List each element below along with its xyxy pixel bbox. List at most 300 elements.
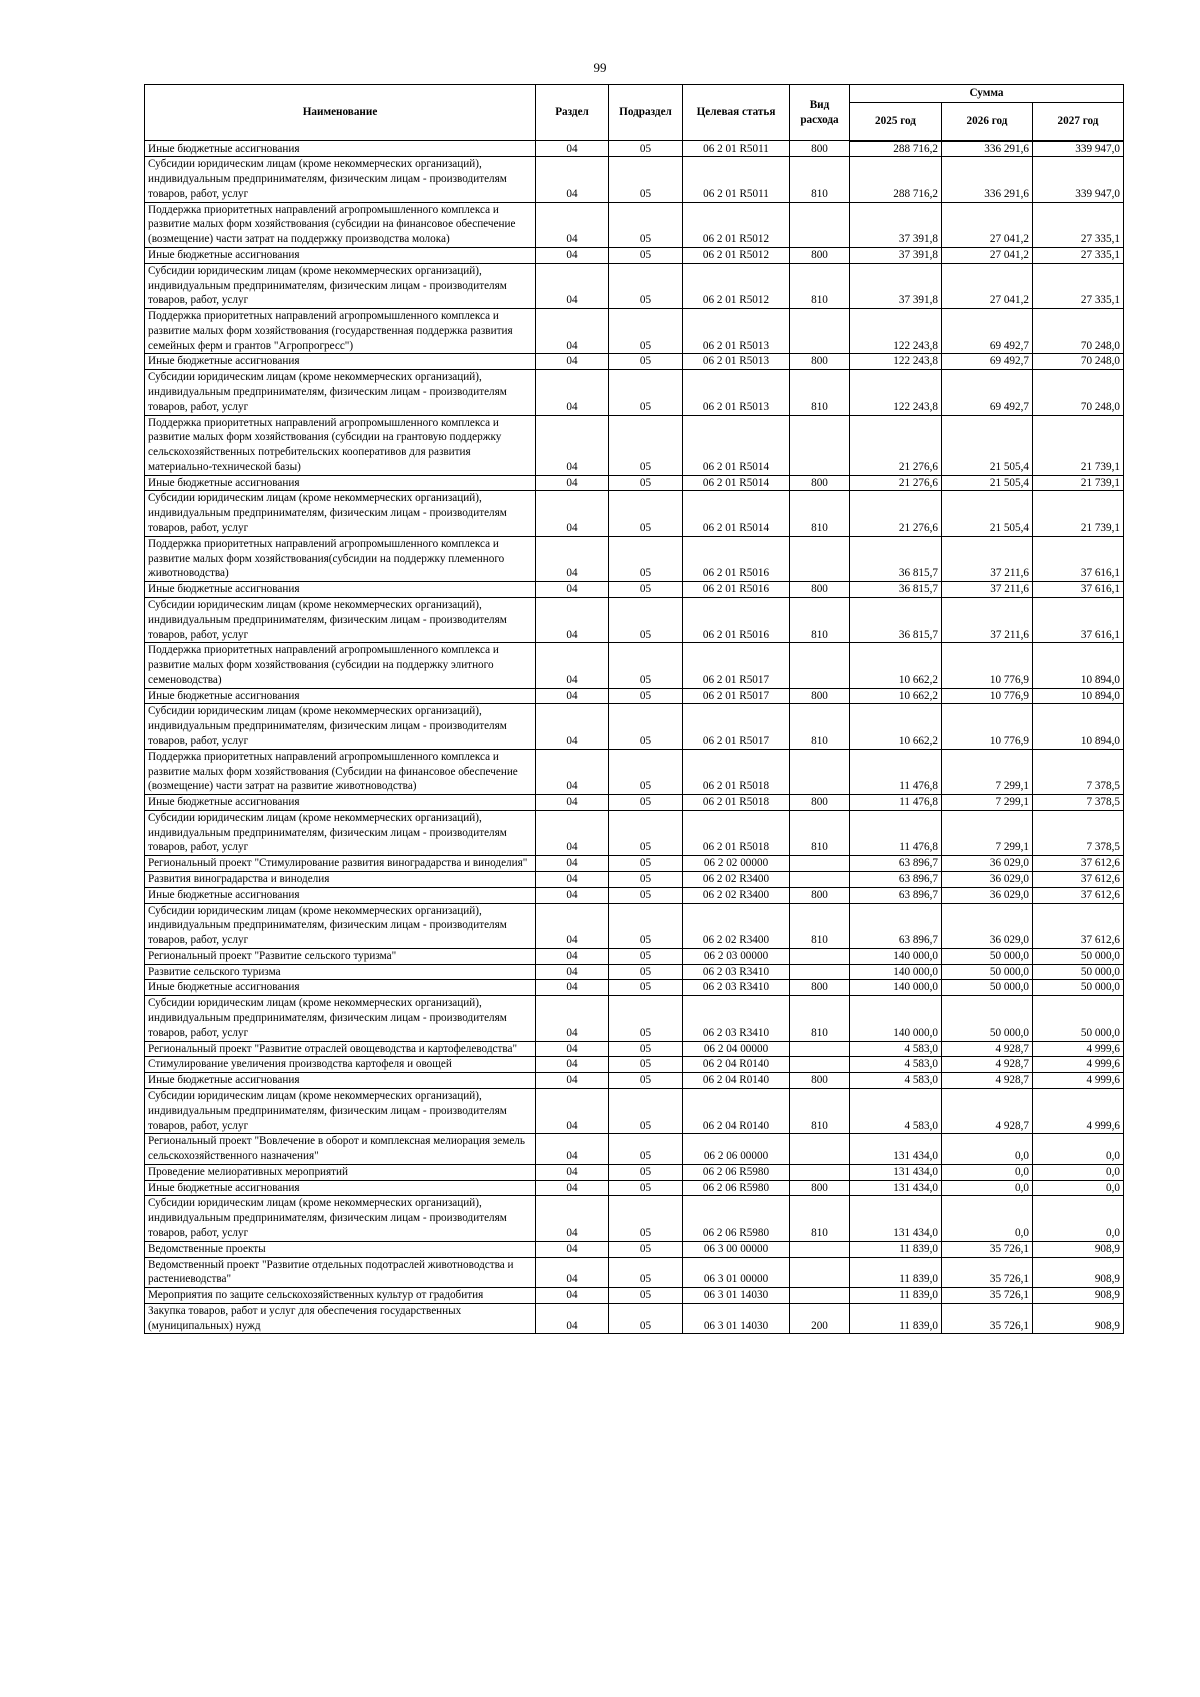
cell-name: Субсидии юридическим лицам (кроме некоммерческих организаций), индивидуальным предпринимателям, физическим лицам - производителям товаров, работ, услуг [145, 491, 536, 536]
cell-2027: 4 999,6 [1033, 1088, 1124, 1133]
cell-target-article: 06 2 02 00000 [683, 856, 790, 872]
cell-2025: 37 391,8 [850, 263, 942, 308]
cell-subsection: 05 [609, 1057, 683, 1073]
cell-2026: 50 000,0 [942, 980, 1033, 996]
cell-2026: 27 041,2 [942, 202, 1033, 247]
cell-section: 04 [536, 475, 609, 491]
table-row [145, 415, 1124, 475]
cell-target-article: 06 2 01 R5012 [683, 247, 790, 263]
cell-2026: 36 029,0 [942, 872, 1033, 888]
cell-expense-type [790, 536, 850, 581]
cell-section: 04 [536, 643, 609, 688]
cell-subsection: 05 [609, 980, 683, 996]
header-section: Раздел [536, 85, 609, 141]
cell-expense-type: 810 [790, 996, 850, 1041]
cell-2026: 50 000,0 [942, 964, 1033, 980]
cell-2027: 50 000,0 [1033, 948, 1124, 964]
cell-2026: 36 029,0 [942, 903, 1033, 948]
cell-subsection: 05 [609, 704, 683, 749]
cell-subsection: 05 [609, 872, 683, 888]
cell-section: 04 [536, 1303, 609, 1334]
cell-2025: 140 000,0 [850, 996, 942, 1041]
cell-2025: 11 476,8 [850, 795, 942, 811]
cell-subsection: 05 [609, 996, 683, 1041]
cell-subsection: 05 [609, 810, 683, 855]
table-row [145, 263, 1124, 308]
cell-subsection: 05 [609, 263, 683, 308]
cell-target-article: 06 2 01 R5017 [683, 643, 790, 688]
cell-name: Региональный проект "Вовлечение в оборот и комплексная мелиорация земель сельскохозяйственного назначения" [145, 1134, 536, 1165]
cell-2026: 10 776,9 [942, 688, 1033, 704]
cell-2027: 4 999,6 [1033, 1073, 1124, 1089]
table-row [145, 597, 1124, 642]
cell-section: 04 [536, 247, 609, 263]
cell-2026: 21 505,4 [942, 491, 1033, 536]
cell-subsection: 05 [609, 202, 683, 247]
cell-subsection: 05 [609, 887, 683, 903]
cell-target-article: 06 2 01 R5016 [683, 536, 790, 581]
cell-2025: 131 434,0 [850, 1196, 942, 1241]
cell-target-article: 06 2 01 R5014 [683, 475, 790, 491]
cell-section: 04 [536, 1196, 609, 1241]
cell-target-article: 06 2 01 R5011 [683, 141, 790, 157]
cell-target-article: 06 2 01 R5016 [683, 597, 790, 642]
cell-name: Проведение мелиоративных мероприятий [145, 1164, 536, 1180]
cell-2025: 122 243,8 [850, 354, 942, 370]
cell-2025: 11 476,8 [850, 810, 942, 855]
cell-2026: 4 928,7 [942, 1088, 1033, 1133]
table-row [145, 795, 1124, 811]
cell-2027: 37 612,6 [1033, 903, 1124, 948]
cell-section: 04 [536, 1057, 609, 1073]
cell-2026: 0,0 [942, 1196, 1033, 1241]
cell-2026: 36 029,0 [942, 856, 1033, 872]
cell-expense-type: 200 [790, 1303, 850, 1334]
cell-section: 04 [536, 980, 609, 996]
cell-name: Поддержка приоритетных направлений агропромышленного комплекса и развитие малых форм хозяйствования (субсидии на поддержку элитного семеноводства) [145, 643, 536, 688]
cell-2025: 63 896,7 [850, 887, 942, 903]
cell-section: 04 [536, 354, 609, 370]
cell-section: 04 [536, 688, 609, 704]
cell-name: Субсидии юридическим лицам (кроме некоммерческих организаций), индивидуальным предпринимателям, физическим лицам - производителям товаров, работ, услуг [145, 810, 536, 855]
cell-subsection: 05 [609, 475, 683, 491]
cell-subsection: 05 [609, 903, 683, 948]
cell-name: Поддержка приоритетных направлений агропромышленного комплекса и развитие малых форм хозяйствования (Субсидии на финансовое обеспечение (возмещение) части затрат на развитие животноводства) [145, 749, 536, 794]
cell-section: 04 [536, 810, 609, 855]
cell-target-article: 06 2 01 R5014 [683, 415, 790, 475]
table-row [145, 202, 1124, 247]
cell-name: Иные бюджетные ассигнования [145, 582, 536, 598]
cell-subsection: 05 [609, 1303, 683, 1334]
cell-name: Иные бюджетные ассигнования [145, 795, 536, 811]
table-row [145, 247, 1124, 263]
cell-section: 04 [536, 856, 609, 872]
cell-2026: 4 928,7 [942, 1057, 1033, 1073]
cell-name: Иные бюджетные ассигнования [145, 475, 536, 491]
table-row [145, 856, 1124, 872]
cell-target-article: 06 2 06 R5980 [683, 1180, 790, 1196]
table-row [145, 309, 1124, 354]
cell-2025: 10 662,2 [850, 643, 942, 688]
cell-2027: 7 378,5 [1033, 795, 1124, 811]
cell-2025: 140 000,0 [850, 964, 942, 980]
cell-2027: 10 894,0 [1033, 643, 1124, 688]
cell-2027: 37 616,1 [1033, 536, 1124, 581]
cell-section: 04 [536, 309, 609, 354]
cell-2026: 27 041,2 [942, 247, 1033, 263]
cell-expense-type [790, 1164, 850, 1180]
cell-2026: 7 299,1 [942, 810, 1033, 855]
cell-target-article: 06 2 01 R5018 [683, 795, 790, 811]
cell-2025: 131 434,0 [850, 1164, 942, 1180]
cell-expense-type: 800 [790, 475, 850, 491]
cell-2026: 21 505,4 [942, 415, 1033, 475]
header-subsection: Подраздел [609, 85, 683, 141]
cell-2027: 10 894,0 [1033, 688, 1124, 704]
cell-2027: 21 739,1 [1033, 475, 1124, 491]
table-row [145, 1303, 1124, 1334]
cell-expense-type [790, 1041, 850, 1057]
cell-2025: 10 662,2 [850, 688, 942, 704]
cell-2027: 27 335,1 [1033, 263, 1124, 308]
cell-2025: 122 243,8 [850, 370, 942, 415]
table-body [145, 141, 1124, 1334]
cell-2025: 36 815,7 [850, 597, 942, 642]
cell-2026: 336 291,6 [942, 141, 1033, 157]
cell-2026: 0,0 [942, 1164, 1033, 1180]
cell-name: Иные бюджетные ассигнования [145, 141, 536, 157]
cell-subsection: 05 [609, 1134, 683, 1165]
cell-section: 04 [536, 157, 609, 202]
table-row [145, 157, 1124, 202]
cell-2025: 63 896,7 [850, 903, 942, 948]
table-row [145, 1180, 1124, 1196]
cell-2027: 0,0 [1033, 1180, 1124, 1196]
cell-expense-type [790, 1288, 850, 1304]
cell-2027: 37 612,6 [1033, 856, 1124, 872]
cell-2026: 7 299,1 [942, 795, 1033, 811]
cell-2027: 50 000,0 [1033, 996, 1124, 1041]
cell-2025: 10 662,2 [850, 704, 942, 749]
cell-2027: 908,9 [1033, 1257, 1124, 1288]
cell-2027: 37 612,6 [1033, 887, 1124, 903]
cell-expense-type: 800 [790, 688, 850, 704]
cell-subsection: 05 [609, 309, 683, 354]
table-row [145, 964, 1124, 980]
cell-2027: 70 248,0 [1033, 309, 1124, 354]
cell-name: Субсидии юридическим лицам (кроме некоммерческих организаций), индивидуальным предпринимателям, физическим лицам - производителям товаров, работ, услуг [145, 157, 536, 202]
cell-subsection: 05 [609, 582, 683, 598]
cell-target-article: 06 2 04 R0140 [683, 1057, 790, 1073]
cell-expense-type [790, 856, 850, 872]
cell-section: 04 [536, 948, 609, 964]
cell-2025: 4 583,0 [850, 1073, 942, 1089]
table-row [145, 141, 1124, 157]
table-row [145, 688, 1124, 704]
cell-2025: 11 476,8 [850, 749, 942, 794]
cell-name: Закупка товаров, работ и услуг для обеспечения государственных (муниципальных) нужд [145, 1303, 536, 1334]
cell-2026: 50 000,0 [942, 996, 1033, 1041]
cell-subsection: 05 [609, 1180, 683, 1196]
cell-name: Субсидии юридическим лицам (кроме некоммерческих организаций), индивидуальным предпринимателям, физическим лицам - производителям товаров, работ, услуг [145, 263, 536, 308]
cell-subsection: 05 [609, 1196, 683, 1241]
cell-name: Субсидии юридическим лицам (кроме некоммерческих организаций), индивидуальным предпринимателям, физическим лицам - производителям товаров, работ, услуг [145, 996, 536, 1041]
cell-name: Иные бюджетные ассигнования [145, 887, 536, 903]
cell-target-article: 06 2 06 R5980 [683, 1196, 790, 1241]
cell-subsection: 05 [609, 1288, 683, 1304]
cell-2027: 7 378,5 [1033, 749, 1124, 794]
table-row [145, 810, 1124, 855]
cell-target-article: 06 2 02 R3400 [683, 887, 790, 903]
cell-section: 04 [536, 536, 609, 581]
cell-target-article: 06 2 01 R5018 [683, 749, 790, 794]
cell-2025: 63 896,7 [850, 872, 942, 888]
cell-expense-type [790, 415, 850, 475]
cell-name: Иные бюджетные ассигнования [145, 980, 536, 996]
table-row [145, 536, 1124, 581]
cell-target-article: 06 2 01 R5012 [683, 202, 790, 247]
cell-2027: 10 894,0 [1033, 704, 1124, 749]
table-row [145, 1164, 1124, 1180]
cell-2025: 4 583,0 [850, 1041, 942, 1057]
cell-section: 04 [536, 491, 609, 536]
cell-section: 04 [536, 704, 609, 749]
cell-target-article: 06 2 01 R5017 [683, 688, 790, 704]
cell-expense-type: 800 [790, 887, 850, 903]
cell-2025: 131 434,0 [850, 1134, 942, 1165]
cell-expense-type [790, 1241, 850, 1257]
cell-expense-type: 800 [790, 980, 850, 996]
cell-subsection: 05 [609, 370, 683, 415]
cell-target-article: 06 2 03 R3410 [683, 996, 790, 1041]
cell-name: Поддержка приоритетных направлений агропромышленного комплекса и развитие малых форм хозяйствования (субсидии на грантовую поддержку сельскохозяйственных потребительских кооперативов для развития материально-технической базы) [145, 415, 536, 475]
header-expense-type: Вид расхода [790, 85, 850, 141]
header-year-2027: 2027 год [1033, 103, 1124, 141]
cell-2027: 4 999,6 [1033, 1041, 1124, 1057]
cell-2026: 35 726,1 [942, 1241, 1033, 1257]
cell-expense-type: 810 [790, 263, 850, 308]
cell-subsection: 05 [609, 354, 683, 370]
cell-2027: 37 612,6 [1033, 872, 1124, 888]
cell-name: Субсидии юридическим лицам (кроме некоммерческих организаций), индивидуальным предпринимателям, физическим лицам - производителям товаров, работ, услуг [145, 903, 536, 948]
cell-target-article: 06 2 02 R3400 [683, 872, 790, 888]
cell-target-article: 06 2 01 R5014 [683, 491, 790, 536]
cell-target-article: 06 2 01 R5013 [683, 309, 790, 354]
cell-2025: 37 391,8 [850, 247, 942, 263]
table-row [145, 1288, 1124, 1304]
table-row [145, 643, 1124, 688]
cell-expense-type [790, 202, 850, 247]
table-row [145, 980, 1124, 996]
cell-section: 04 [536, 1288, 609, 1304]
cell-target-article: 06 3 01 14030 [683, 1303, 790, 1334]
cell-target-article: 06 2 04 00000 [683, 1041, 790, 1057]
cell-subsection: 05 [609, 141, 683, 157]
cell-section: 04 [536, 1164, 609, 1180]
cell-expense-type [790, 872, 850, 888]
cell-name: Субсидии юридическим лицам (кроме некоммерческих организаций), индивидуальным предпринимателям, физическим лицам - производителям товаров, работ, услуг [145, 597, 536, 642]
cell-expense-type: 800 [790, 141, 850, 157]
cell-target-article: 06 2 01 R5016 [683, 582, 790, 598]
cell-target-article: 06 2 03 00000 [683, 948, 790, 964]
table-row [145, 1073, 1124, 1089]
cell-expense-type: 810 [790, 903, 850, 948]
table-row [145, 887, 1124, 903]
cell-name: Региональный проект "Развитие отраслей овощеводства и картофелеводства" [145, 1041, 536, 1057]
cell-name: Ведомственный проект "Развитие отдельных подотраслей животноводства и растениеводства" [145, 1257, 536, 1288]
cell-target-article: 06 3 01 00000 [683, 1257, 790, 1288]
cell-2025: 36 815,7 [850, 582, 942, 598]
cell-section: 04 [536, 202, 609, 247]
cell-2026: 36 029,0 [942, 887, 1033, 903]
cell-section: 04 [536, 903, 609, 948]
cell-2027: 4 999,6 [1033, 1057, 1124, 1073]
cell-target-article: 06 3 00 00000 [683, 1241, 790, 1257]
cell-2025: 21 276,6 [850, 415, 942, 475]
cell-2027: 27 335,1 [1033, 247, 1124, 263]
cell-2027: 0,0 [1033, 1134, 1124, 1165]
cell-subsection: 05 [609, 856, 683, 872]
cell-2027: 0,0 [1033, 1164, 1124, 1180]
cell-2027: 27 335,1 [1033, 202, 1124, 247]
cell-expense-type: 810 [790, 704, 850, 749]
cell-subsection: 05 [609, 597, 683, 642]
cell-expense-type [790, 749, 850, 794]
cell-target-article: 06 2 03 R3410 [683, 980, 790, 996]
cell-2025: 140 000,0 [850, 948, 942, 964]
cell-expense-type [790, 1257, 850, 1288]
cell-section: 04 [536, 887, 609, 903]
page-number: 99 [593, 60, 607, 75]
cell-2026: 0,0 [942, 1180, 1033, 1196]
cell-section: 04 [536, 1073, 609, 1089]
cell-section: 04 [536, 1241, 609, 1257]
cell-name: Иные бюджетные ассигнования [145, 1180, 536, 1196]
cell-expense-type [790, 1057, 850, 1073]
cell-name: Иные бюджетные ассигнования [145, 247, 536, 263]
cell-section: 04 [536, 964, 609, 980]
cell-section: 04 [536, 1134, 609, 1165]
cell-2025: 21 276,6 [850, 491, 942, 536]
cell-2026: 7 299,1 [942, 749, 1033, 794]
cell-subsection: 05 [609, 491, 683, 536]
cell-expense-type [790, 309, 850, 354]
cell-subsection: 05 [609, 1164, 683, 1180]
cell-name: Субсидии юридическим лицам (кроме некоммерческих организаций), индивидуальным предпринимателям, физическим лицам - производителям товаров, работ, услуг [145, 1088, 536, 1133]
cell-target-article: 06 2 04 R0140 [683, 1088, 790, 1133]
cell-2027: 21 739,1 [1033, 491, 1124, 536]
cell-2025: 11 839,0 [850, 1241, 942, 1257]
cell-2026: 0,0 [942, 1134, 1033, 1165]
cell-2025: 288 716,2 [850, 157, 942, 202]
cell-section: 04 [536, 415, 609, 475]
header-year-2025: 2025 год [850, 103, 942, 141]
cell-expense-type: 800 [790, 247, 850, 263]
cell-2025: 11 839,0 [850, 1257, 942, 1288]
cell-2026: 10 776,9 [942, 643, 1033, 688]
budget-table [144, 84, 1124, 1334]
cell-2026: 4 928,7 [942, 1073, 1033, 1089]
cell-name: Поддержка приоритетных направлений агропромышленного комплекса и развитие малых форм хозяйствования (субсидии на финансовое обеспечение (возмещение) части затрат на поддержку производства молока) [145, 202, 536, 247]
cell-2025: 4 583,0 [850, 1088, 942, 1133]
cell-2027: 70 248,0 [1033, 354, 1124, 370]
cell-subsection: 05 [609, 1073, 683, 1089]
cell-expense-type: 800 [790, 1180, 850, 1196]
cell-subsection: 05 [609, 1088, 683, 1133]
cell-name: Субсидии юридическим лицам (кроме некоммерческих организаций), индивидуальным предпринимателям, физическим лицам - производителям товаров, работ, услуг [145, 370, 536, 415]
table-row [145, 354, 1124, 370]
table-row [145, 1088, 1124, 1133]
cell-target-article: 06 2 06 00000 [683, 1134, 790, 1165]
cell-expense-type: 800 [790, 582, 850, 598]
table-row [145, 948, 1124, 964]
cell-subsection: 05 [609, 948, 683, 964]
cell-section: 04 [536, 749, 609, 794]
cell-target-article: 06 2 02 R3400 [683, 903, 790, 948]
cell-2027: 908,9 [1033, 1288, 1124, 1304]
cell-2026: 69 492,7 [942, 309, 1033, 354]
cell-name: Иные бюджетные ассигнования [145, 354, 536, 370]
cell-section: 04 [536, 795, 609, 811]
cell-expense-type: 810 [790, 1196, 850, 1241]
cell-name: Иные бюджетные ассигнования [145, 1073, 536, 1089]
cell-section: 04 [536, 1088, 609, 1133]
cell-2027: 908,9 [1033, 1303, 1124, 1334]
table-row [145, 1041, 1124, 1057]
cell-section: 04 [536, 1257, 609, 1288]
cell-section: 04 [536, 872, 609, 888]
table-row [145, 475, 1124, 491]
cell-section: 04 [536, 370, 609, 415]
cell-subsection: 05 [609, 643, 683, 688]
cell-subsection: 05 [609, 964, 683, 980]
cell-2025: 11 839,0 [850, 1288, 942, 1304]
table-row [145, 491, 1124, 536]
cell-expense-type: 800 [790, 1073, 850, 1089]
cell-2026: 21 505,4 [942, 475, 1033, 491]
cell-name: Ведомственные проекты [145, 1241, 536, 1257]
table-row [145, 704, 1124, 749]
table-row [145, 370, 1124, 415]
cell-2027: 37 616,1 [1033, 597, 1124, 642]
cell-expense-type: 810 [790, 810, 850, 855]
cell-expense-type: 810 [790, 597, 850, 642]
cell-target-article: 06 3 01 14030 [683, 1288, 790, 1304]
cell-2025: 63 896,7 [850, 856, 942, 872]
cell-name: Региональный проект "Развитие сельского туризма" [145, 948, 536, 964]
cell-2025: 21 276,6 [850, 475, 942, 491]
cell-section: 04 [536, 263, 609, 308]
cell-2025: 4 583,0 [850, 1057, 942, 1073]
cell-2027: 908,9 [1033, 1241, 1124, 1257]
cell-2027: 70 248,0 [1033, 370, 1124, 415]
cell-target-article: 06 2 01 R5018 [683, 810, 790, 855]
cell-expense-type [790, 1134, 850, 1165]
table-row [145, 1134, 1124, 1165]
cell-2026: 336 291,6 [942, 157, 1033, 202]
cell-expense-type: 810 [790, 1088, 850, 1133]
cell-2027: 50 000,0 [1033, 964, 1124, 980]
cell-target-article: 06 2 04 R0140 [683, 1073, 790, 1089]
table-row [145, 582, 1124, 598]
cell-2025: 122 243,8 [850, 309, 942, 354]
cell-name: Поддержка приоритетных направлений агропромышленного комплекса и развитие малых форм хозяйствования (государственная поддержка развития семейных ферм и грантов "Агропрогресс") [145, 309, 536, 354]
cell-2026: 69 492,7 [942, 354, 1033, 370]
cell-expense-type: 810 [790, 370, 850, 415]
cell-2027: 37 616,1 [1033, 582, 1124, 598]
cell-2027: 339 947,0 [1033, 141, 1124, 157]
cell-2026: 10 776,9 [942, 704, 1033, 749]
